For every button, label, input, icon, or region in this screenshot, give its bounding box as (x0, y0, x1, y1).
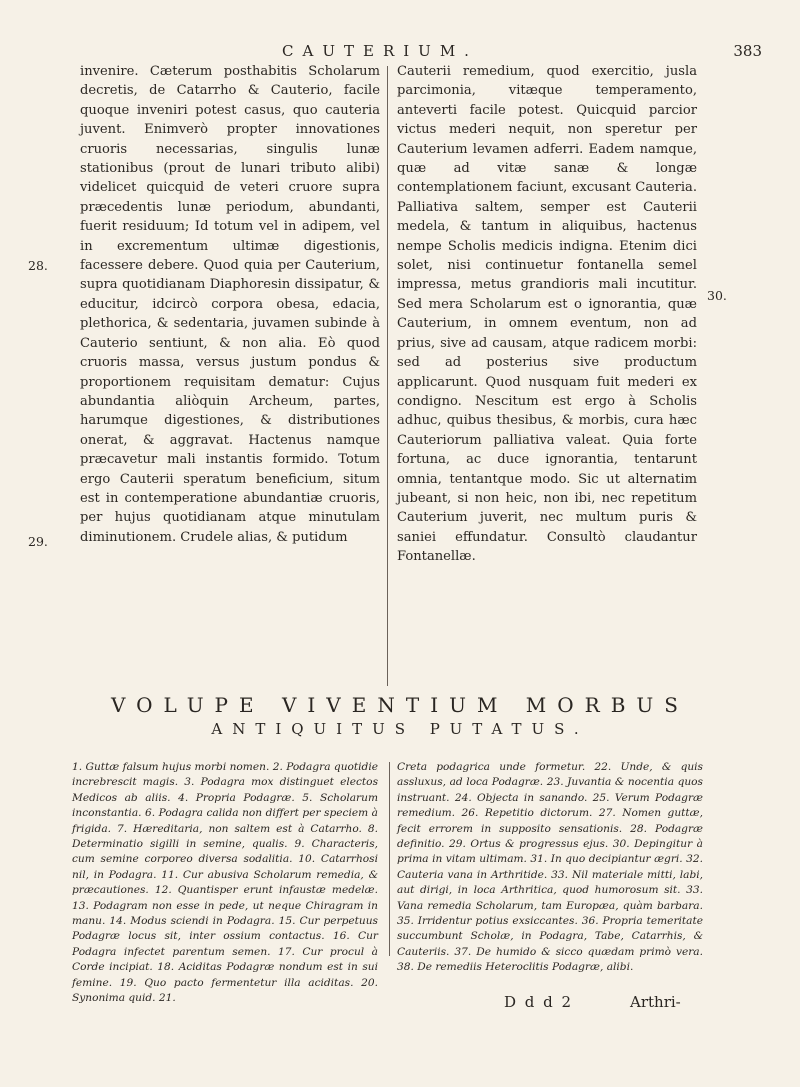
signature-mark: D d d 2 (504, 993, 574, 1011)
running-head: CAUTERIUM. (282, 42, 478, 60)
left-column-text: invenire. Cæterum posthabitis Scholarum decretis, de Catarrho & Cauterio, facile quoque inveniri potest casus, quo cauteria juvent. Enimverò propter innovationes cruoris necessarias, singulis lunæ stationibus (prout de lunari tributo alibi) videlicet quicquid de veteri cruore supra præcedentis lunæ periodum, abundanti, fuerit residuum; Id totum vel in adipem, vel in excrementum ultimæ digestionis, facessere debere. Quod quia per Cauterium, supra quotidianam Diaphoresin dissipatur, & educitur, idcircò corpora obesa, edacia, plethorica, & sedentaria, juvamen subinde à Cauterio sentiunt, & non alia. Eò quod cruoris massa, versus justum pondus & proportionem requisitam dematur: Cujus abundantia aliòquin Archeum, partes, harumque digestiones, & distributiones onerat, & aggravat. Hactenus namque præcavetur mali instantis formido. Totum ergo Cauterii speratum beneficium, situm est in contemperatione abundantiæ cruoris, per hujus quotidianam atque minutulam diminutionem. Crudele alias, & putidum (80, 64, 380, 545)
margin-number-30: 30. (707, 288, 727, 303)
contents-divider (389, 762, 390, 956)
contents-left-text: 1. Guttæ falsum hujus morbi nomen. 2. Podagra quotidie increbrescit magis. 3. Podagra mox distinguet electos Medicos ab aliis. 4. Propria Podagræ. 5. Scholarum inconstantia. 6. Podagra calida non differt per speciem à frigida. 7. Hæreditaria, non saltem est à Catarrho. 8. Determinatio sigilli in semine, qualis. 9. Characteris, cum semine corporeo diversa sodalitia. 10. Catarrhosi nil, in Podagra. 11. Cur abusiva Scholarum remedia, & præcautiones. 12. Quantisper erunt infaustæ medelæ. 13. Podagram non esse in pede, ut neque Chiragram in manu. 14. Modus sciendi in Podagra. 15. Cur perpetuus Podagræ locus sit, inter ossium contactus. 16. Cur Podagra infectet parentum semen. 17. Cur procul à Corde incipiat. 18. Aciditas Podagræ nondum est in sui femine. 19. Quo pacto fermentetur illa aciditas. 20. Synonima quid. 21. (72, 761, 378, 1005)
right-column-text: Cauterii remedium, quod exercitio, jusla parcimonia, vitæque temperamento, anteverti facile potest. Quicquid parcior victus mederi nequit, non speretur per Cauterium levamen adferri. Eadem namque, quæ ad vitæ sanæ & longæ contemplationem faciunt, excusant Cauteria. Palliativa saltem, semper est Cauterii medela, & tantum in aliquibus, hactenus nempe Scholis medicis indigna. Etenim dici solet, nisi continuetur fontanella semel impressa, metus grandioris mali incutitur. Sed mera Scholarum est o ignorantia, quæ Cauterium, in omnem eventum, non ad prius, sive ad causam, atque radicem morbi: sed ad posterius sive productum applicarunt. Quod nusquam fuit mederi ex condigno. Nescitum est ergo à Scholis adhuc, quibus thesibus, & morbis, cura hæc Cauteriorum palliativa valeat. Quia forte fortuna, ac duce ignorantia, tentarunt omnia, tentantque modo. Sic ut alternatim jubeant, si non heic, non ibi, nec repetitum Cauterium juverit, nec multum puris & saniei effundatur. Consultò claudantur Fontanellæ. (397, 64, 697, 565)
contents-right (397, 760, 703, 976)
margin-number-29: 29. (28, 534, 48, 549)
column-divider (387, 66, 388, 686)
contents-left (72, 760, 378, 1007)
left-column (80, 62, 380, 547)
section-title-line-2: ANTIQUITUS PUTATUS. (211, 720, 589, 738)
page-number: 383 (733, 42, 762, 60)
section-title-line-1: VOLUPE VIVENTIUM MORBUS (111, 693, 689, 717)
catchword: Arthri- (630, 993, 681, 1011)
contents-right-text: Creta podagrica unde formetur. 22. Unde, & quis assluxus, ad loca Podagræ. 23. Juvantia & nocentia quos instruant. 24. Objecta in sanando. 25. Verum Podagræ remedium. 26. Repetitio dictorum. 27. Nomen guttæ, fecit errorem in supposito sensationis. 28. Podagræ definitio. 29. Ortus & progressus ejus. 30. Depingitur à prima in vitam ultimam. 31. In quo decipiantur ægri. 32. Cauteria vana in Arthritide. 33. Nil materiale mitti, labi, aut dirigi, in loca Arthritica, quod humorosum sit. 33. Vana remedia Scholarum, tam Europæa, quàm barbara. 35. Irridentur potius exsiccantes. 36. Propria temeritate succumbunt Scholæ, in Podagra, Tabe, Catarrhis, & Cauteriis. 37. De humido & sicco quædam primò vera. 38. De remediis Heteroclitis Podagræ, alibi. (397, 761, 703, 974)
margin-number-28: 28. (28, 258, 48, 273)
right-column (397, 62, 697, 567)
